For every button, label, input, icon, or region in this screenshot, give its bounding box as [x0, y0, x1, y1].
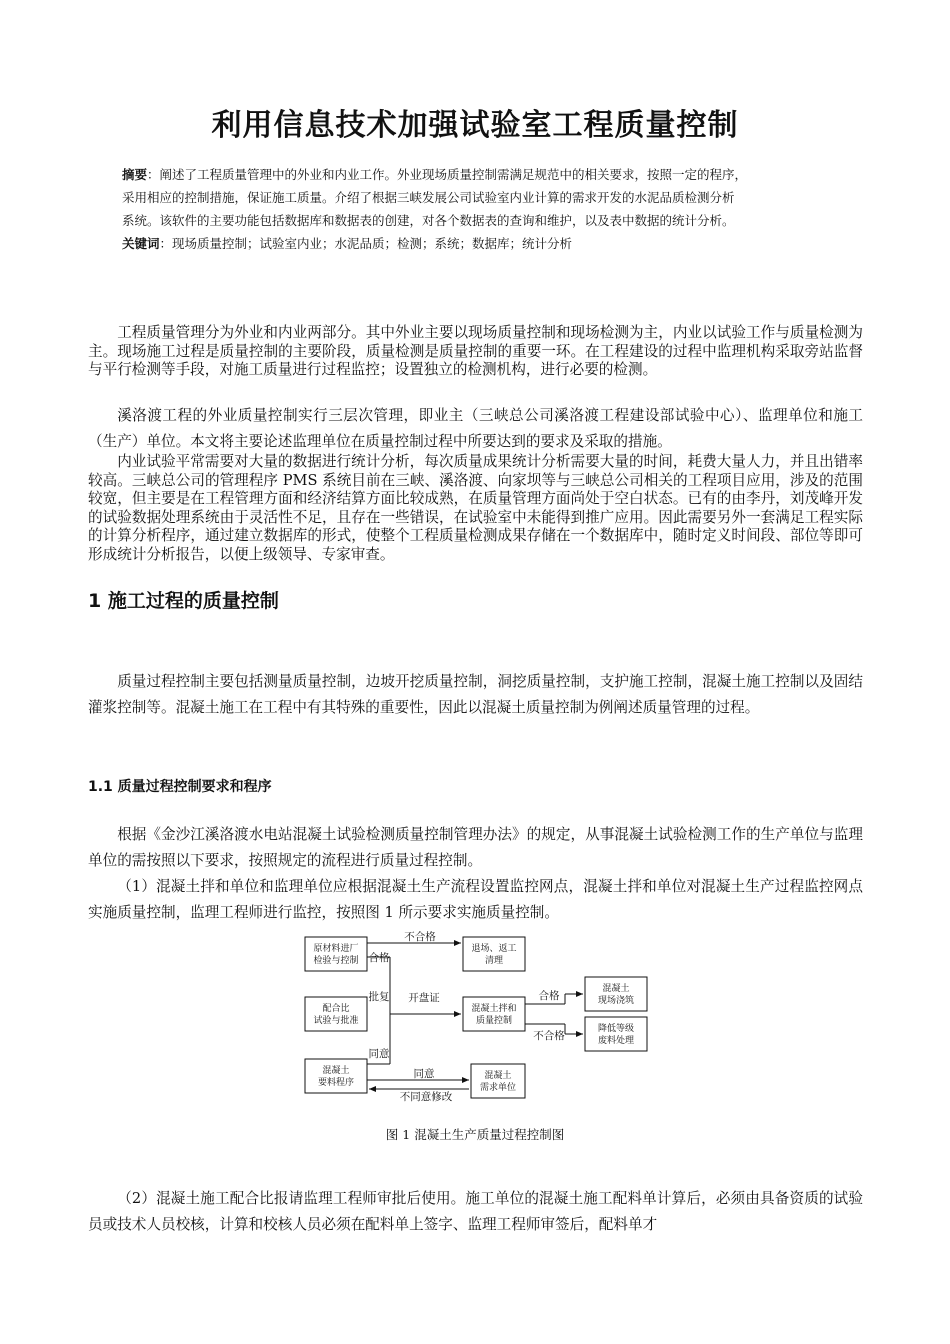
paragraph-6: （1）混凝土拌和单位和监理单位应根据混凝土生产流程设置监控网点，混凝土拌和单位对混凝土生产过程监控网点实施质量控制，监理工程师进行监控，按照图 1 所示要求实施质量控制。 [88, 878, 863, 921]
box-mixing-line-2: 质量控制 [475, 1016, 513, 1026]
box-downgrade-line-1: 降低等级 [597, 1024, 635, 1034]
box-request-line-1: 混凝土 [322, 1066, 350, 1076]
box-raw-material-line-1: 原材料进厂 [313, 944, 359, 954]
paragraph-3: 内业试验平常需要对大量的数据进行统计分析，每次质量成果统计分析需要大量的时间，耗费大量人力，并且出错率较高。三峡总公司的管理程序 PMS 系统目前在三峡、溪洛渡、向家坝等与三峡总公司相关的工程项目应用，涉及的范围较宽，但主要是在工程管理方面和经济结算方面比较成熟，在质量管理方面尚处于空白状态。已有的由李丹，刘茂峰开发的试验数据处理系统由于灵活性不足，且存在一些错误，在试验室中未能得到推广应用。因此需要另外一套满足工程实际的计算分析程序，通过建立数据库的形式，使整个工程质量检测成果存储在一个数据库中，随时定义时间段、部位等即可形成统计分析报告，以便上级领导、专家审查。 [88, 453, 863, 563]
box-mixing-line-1: 混凝土拌和 [471, 1004, 517, 1014]
label-pass-left: 合格 [368, 952, 390, 964]
abstract-line-2: 采用相应的控制措施，保证施工质量。介绍了根据三峡发展公司试验室内业计算的需求开发的水泥品质检测分析 [122, 190, 735, 205]
page-title: 利用信息技术加强试验室工程质量控制 [211, 108, 739, 143]
box-mix-ratio-line-2: 试验与批准 [313, 1016, 359, 1026]
box-site-pour-line-1: 混凝土 [602, 984, 630, 994]
box-return-line-1: 退场、返工 [471, 944, 517, 954]
paragraph-4: 质量过程控制主要包括测量质量控制，边坡开挖质量控制，洞挖质量控制，支护施工控制，混凝土施工控制以及固结灌浆控制等。混凝土施工在工程中有其特殊的重要性，因此以混凝土质量控制为例阐述质量管理的过程。 [88, 673, 863, 716]
abstract-line-1: 摘要：阐述了工程质量管理中的外业和内业工作。外业现场质量控制需满足规范中的相关要求，按照一定的程序， [122, 167, 748, 182]
section-heading-1-1: 1.1 质量过程控制要求和程序 [88, 779, 272, 795]
box-demand-line-2: 需求单位 [479, 1083, 517, 1093]
paragraph-5: 根据《金沙江溪洛渡水电站混凝土试验检测质量控制管理办法》的规定，从事混凝土试验检测工作的生产单位与监理单位的需按照以下要求，按照规定的流程进行质量过程控制。 [88, 826, 863, 869]
label-agree-left: 同意 [368, 1048, 390, 1060]
label-approve: 批复 [368, 991, 390, 1003]
keywords-label: 关键词 [122, 236, 160, 251]
paragraph-2: 溪洛渡工程的外业质量控制实行三层次管理，即业主（三峡总公司溪洛渡工程建设部试验中心）、监理单位和施工（生产）单位。本文将主要论述监理单位在质量控制过程中所要达到的要求及采取的措施。 [88, 407, 863, 450]
paragraph-1: 工程质量管理分为外业和内业两部分。其中外业主要以现场质量控制和现场检测为主，内业以试验工作与质量检测为主。现场施工过程是质量控制的主要阶段，质量检测是质量控制的重要一环。在工程建设的过程中监理机构采取旁站监督与平行检测等手段，对施工质量进行过程监控；设置独立的检测机构，进行必要的检测。 [88, 324, 863, 379]
abstract-line-3: 系统。该软件的主要功能包括数据库和数据表的创建，对各个数据表的查询和维护，以及表中数据的统计分析。 [122, 213, 735, 228]
label-pass-right: 合格 [538, 990, 560, 1002]
box-demand-line-1: 混凝土 [484, 1071, 512, 1081]
abstract-label: 摘要 [122, 167, 148, 182]
keywords-line: 关键词：现场质量控制；试验室内业；水泥品质；检测；系统；数据库；统计分析 [122, 236, 573, 251]
label-permit: 开盘证 [408, 992, 440, 1004]
figure-caption: 图 1 混凝土生产质量过程控制图 [385, 1127, 565, 1142]
box-downgrade-line-2: 废料处理 [597, 1036, 635, 1046]
box-mix-ratio-line-1: 配合比 [322, 1004, 350, 1014]
paragraph-7: （2）混凝土施工配合比报请监理工程师审批后使用。施工单位的混凝土施工配料单计算后，必须由具备资质的试验员或技术人员校核，计算和校核人员必须在配料单上签字、监理工程师审签后，配料单才 [88, 1190, 863, 1233]
label-fail-top: 不合格 [404, 931, 436, 943]
box-request-line-2: 要料程序 [317, 1078, 355, 1088]
label-fail-right: 不合格 [533, 1030, 565, 1042]
section-heading-1: 1 施工过程的质量控制 [88, 590, 279, 612]
box-raw-material-line-2: 检验与控制 [313, 956, 359, 966]
box-site-pour-line-2: 现场浇筑 [597, 996, 635, 1006]
label-agree-bottom: 同意 [413, 1068, 435, 1080]
box-return-line-2: 清理 [484, 956, 504, 966]
label-disagree: 不同意修改 [399, 1091, 453, 1103]
